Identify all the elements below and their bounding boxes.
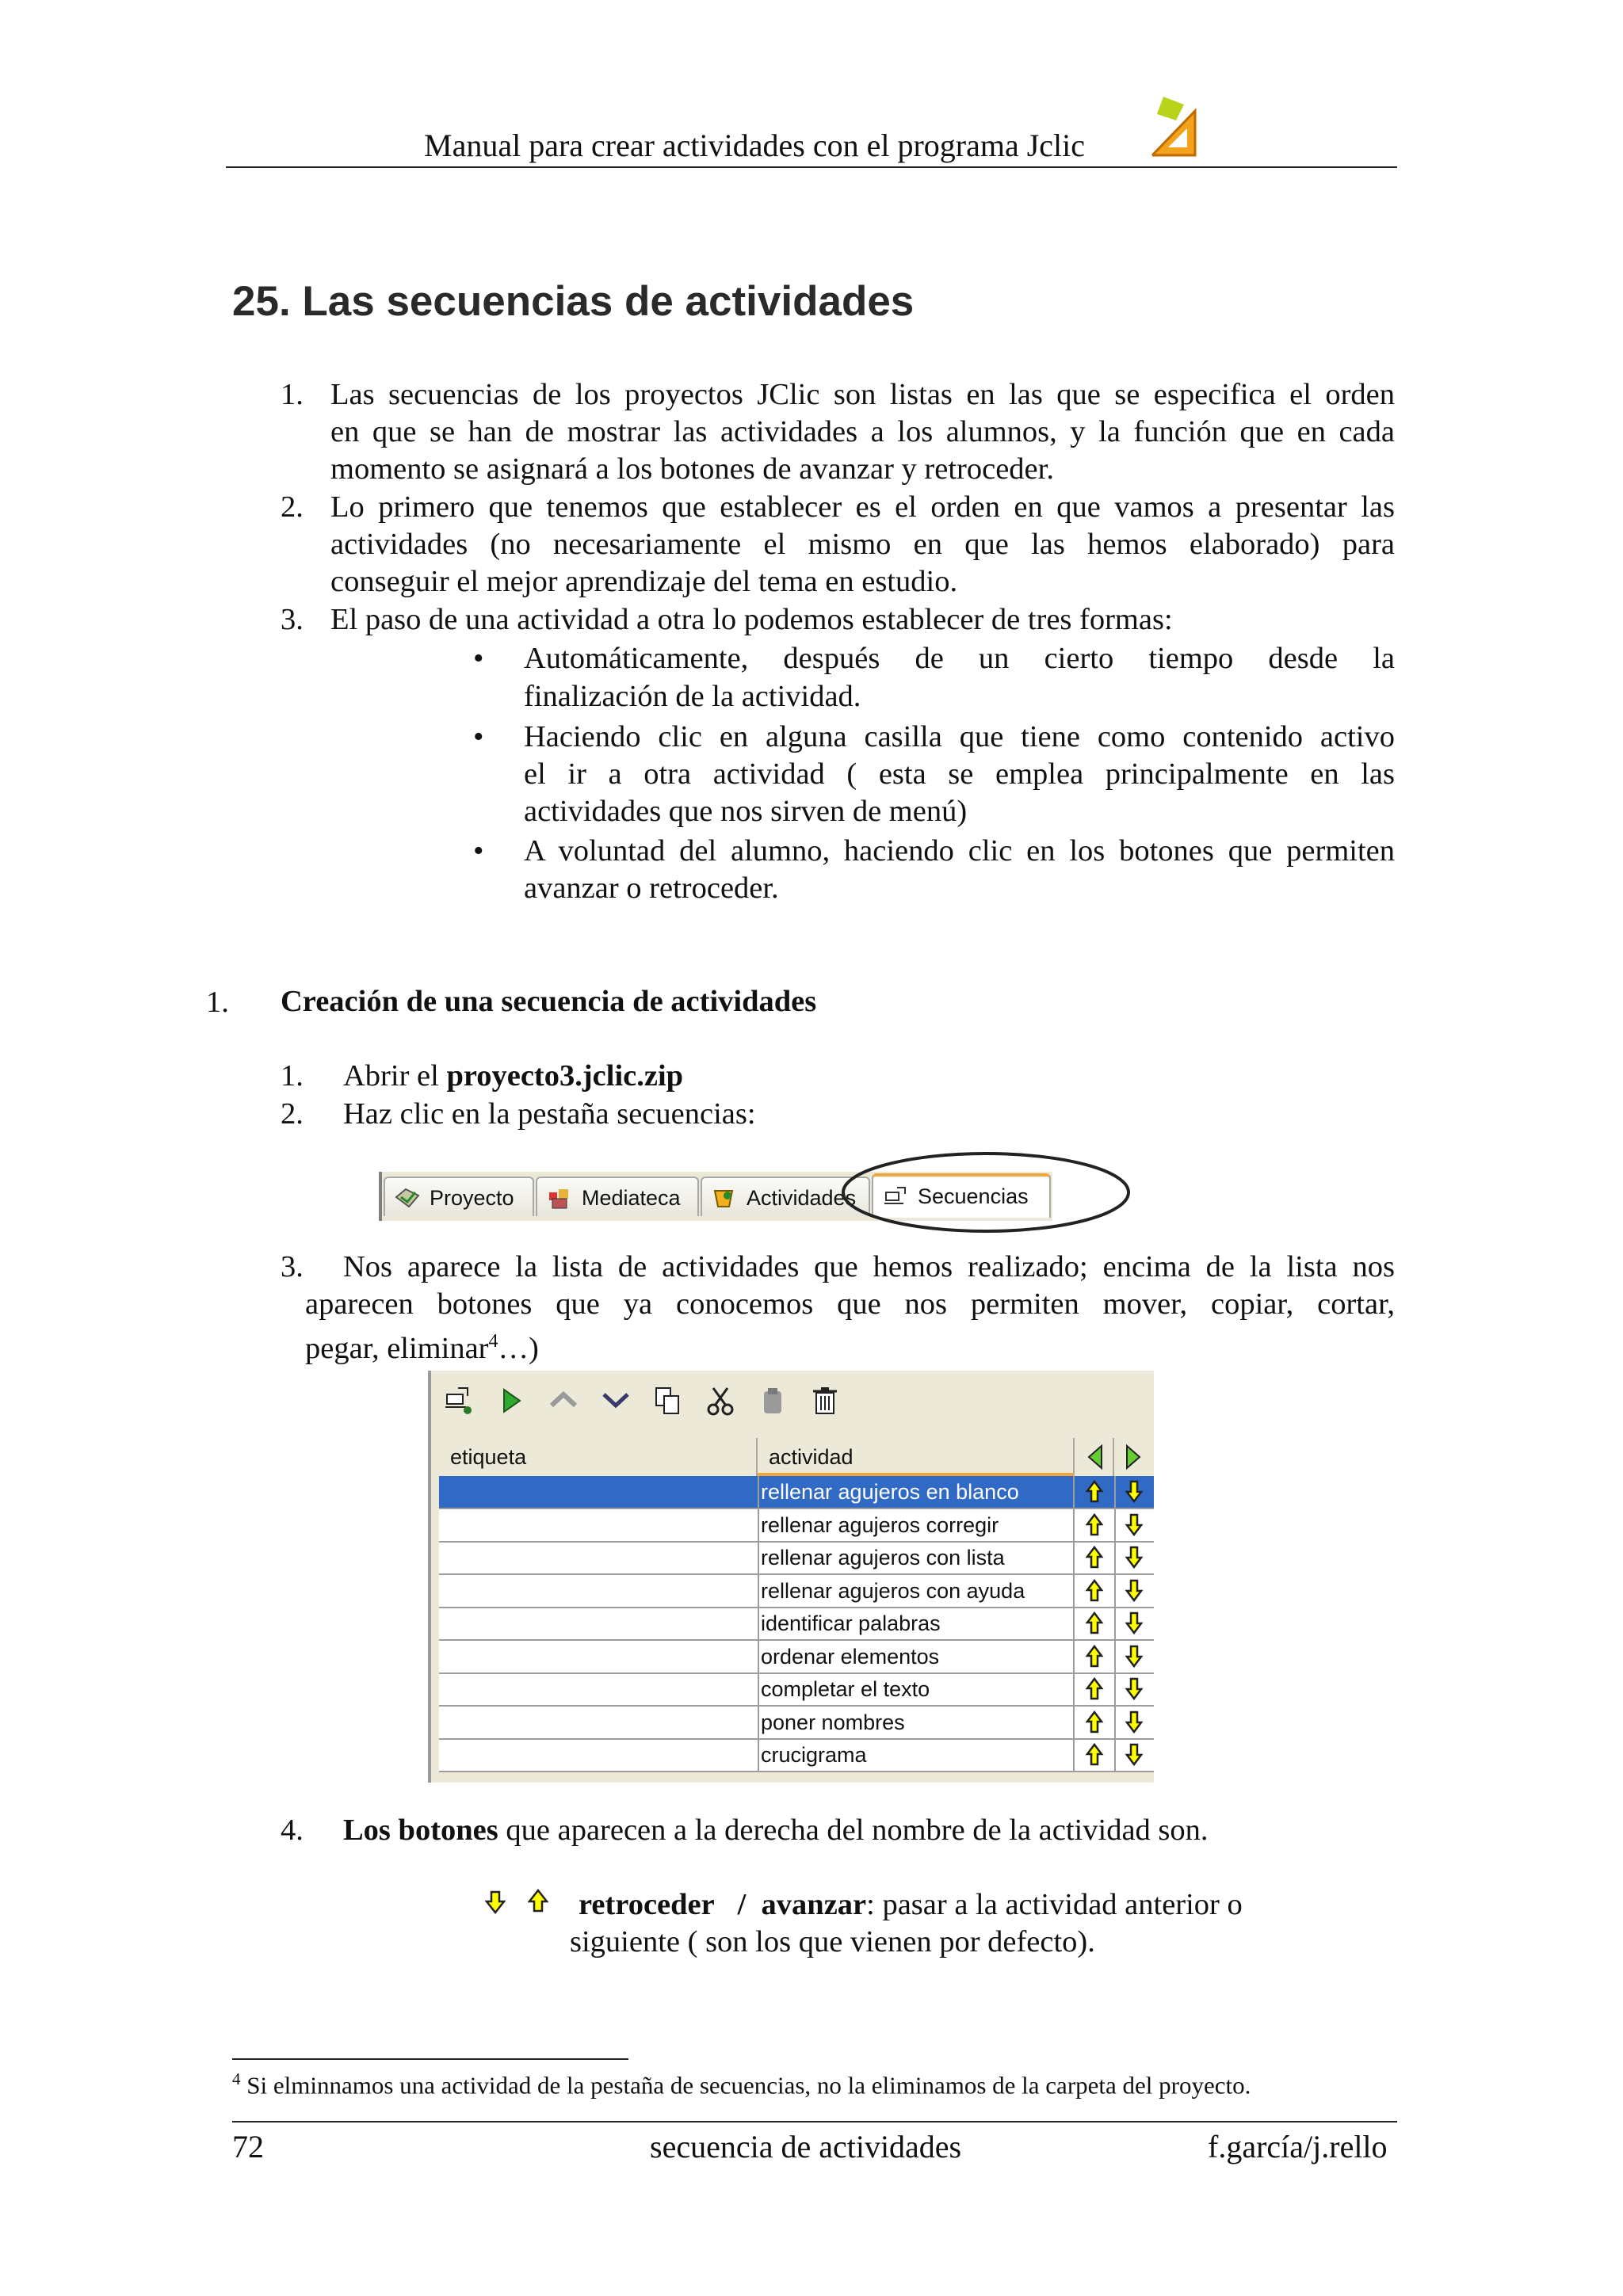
- step-4-text: [343, 1812, 1209, 1850]
- up-arrow-icon: [1075, 1509, 1114, 1541]
- intro-item-2-line-3: conseguir el mejor aprendizaje del tema en estudio.: [330, 565, 958, 598]
- intro-item-1-line-2: en que se han de mostrar las actividades a los alumnos, y la función que en cada: [330, 415, 1395, 448]
- bullet-2-line-1: Haciendo clic en alguna casilla que tiene como contenido activo: [524, 720, 1395, 753]
- cut-icon[interactable]: [704, 1385, 737, 1417]
- new-sequence-icon[interactable]: [442, 1385, 475, 1417]
- paste-icon[interactable]: [756, 1385, 789, 1417]
- down-arrow-icon: [1114, 1739, 1154, 1771]
- move-up-arrow-button[interactable]: [1075, 1608, 1116, 1639]
- footnote-mark: 4: [232, 2069, 241, 2088]
- bullet-3-line-2: avanzar o retroceder.: [524, 871, 779, 905]
- intro-item-2-num: 2.: [281, 490, 304, 524]
- step-3-num: 3.: [281, 1250, 304, 1283]
- tab-mediateca-label: Mediateca: [582, 1186, 681, 1210]
- intro-item-2-line-2: actividades (no necesariamente el mismo en que las hemos elaborado) para: [330, 528, 1395, 561]
- step-4-num: 4.: [281, 1814, 304, 1847]
- down-arrow-icon: [1114, 1542, 1154, 1573]
- etiqueta-cell[interactable]: [439, 1476, 759, 1508]
- footnote-rule: [232, 2058, 628, 2060]
- bullet-dot: •: [473, 720, 484, 753]
- footnote-ref: 4: [488, 1331, 498, 1352]
- nav-prev-icon: [1075, 1438, 1114, 1476]
- move-up-arrow-button[interactable]: [1075, 1739, 1116, 1771]
- page-number: 72: [232, 2129, 264, 2164]
- header-rule: [226, 166, 1397, 168]
- separator: /: [737, 1888, 747, 1921]
- down-arrow-icon: [485, 1890, 506, 1914]
- actividad-cell[interactable]: completar el texto: [758, 1673, 1075, 1705]
- tab-proyecto-label: Proyecto: [430, 1186, 514, 1210]
- proyecto-icon: [395, 1186, 420, 1210]
- buttons-desc-line-1: [579, 1886, 1243, 1924]
- actividad-cell[interactable]: rellenar agujeros en blanco: [758, 1476, 1075, 1508]
- etiqueta-cell[interactable]: [439, 1739, 759, 1771]
- move-up-icon[interactable]: [547, 1385, 580, 1417]
- step-2-text: Haz clic en la pestaña secuencias:: [343, 1097, 756, 1131]
- etiqueta-cell[interactable]: [439, 1542, 759, 1573]
- move-up-arrow-button[interactable]: [1075, 1476, 1116, 1508]
- bullet-dot: •: [473, 834, 484, 868]
- step-1-text: [343, 1058, 683, 1096]
- move-down-arrow-button[interactable]: [1114, 1542, 1154, 1573]
- step-3-end: …): [498, 1331, 539, 1365]
- actividad-cell[interactable]: rellenar agujeros con ayuda: [758, 1575, 1075, 1607]
- down-arrow-icon: [1114, 1476, 1154, 1508]
- tab-actividades-label: Actividades: [747, 1186, 857, 1210]
- table-row[interactable]: [439, 1608, 1154, 1641]
- bullet-2-line-3: actividades que nos sirven de menú): [524, 795, 968, 828]
- step-4-bold: Los botones: [343, 1814, 498, 1847]
- sequence-table: [439, 1438, 1154, 1772]
- highlight-ellipse: [840, 1149, 1132, 1236]
- etiqueta-cell[interactable]: [439, 1707, 759, 1738]
- step-3-last-text: pegar, eliminar: [305, 1331, 489, 1365]
- table-row[interactable]: [439, 1542, 1154, 1575]
- bullet-dot: •: [473, 642, 484, 675]
- nav-next-icon: [1114, 1438, 1154, 1476]
- move-down-arrow-button[interactable]: [1114, 1509, 1154, 1541]
- actividad-cell[interactable]: crucigrama: [758, 1739, 1075, 1771]
- actividad-cell[interactable]: poner nombres: [758, 1707, 1075, 1738]
- move-up-arrow-button[interactable]: [1075, 1673, 1116, 1705]
- move-up-arrow-button[interactable]: [1075, 1542, 1116, 1573]
- down-arrow-icon: [1114, 1641, 1154, 1672]
- tab-secuencias-label: Secuencias: [918, 1184, 1029, 1208]
- up-arrow-icon: [1075, 1575, 1114, 1607]
- etiqueta-cell[interactable]: [439, 1575, 759, 1607]
- bullet-3-line-1: A voluntad del alumno, haciendo clic en los botones que permiten: [524, 834, 1395, 868]
- project-filename: proyecto3.jclic.zip: [446, 1059, 684, 1093]
- play-icon[interactable]: [495, 1385, 528, 1417]
- up-arrow-icon: [1075, 1739, 1114, 1771]
- section-title: 25. Las secuencias de actividades: [232, 278, 915, 325]
- move-down-icon[interactable]: [599, 1385, 632, 1417]
- col-header-etiqueta[interactable]: etiqueta: [439, 1438, 758, 1476]
- up-arrow-icon: [1075, 1673, 1114, 1705]
- table-row[interactable]: [439, 1739, 1154, 1772]
- table-row[interactable]: [439, 1707, 1154, 1740]
- move-up-arrow-button[interactable]: [1075, 1641, 1116, 1672]
- intro-item-2-line-1: Lo primero que tenemos que establecer es el orden en que vamos a presentar las: [330, 490, 1395, 524]
- down-arrow-icon: [1114, 1707, 1154, 1738]
- retroceder-label: retroceder: [579, 1888, 715, 1921]
- step-3-line-3: [305, 1323, 539, 1367]
- footer-rule: [232, 2121, 1397, 2122]
- footer-authors: f.garcía/j.rello: [1208, 2129, 1388, 2164]
- move-up-arrow-button[interactable]: [1075, 1509, 1116, 1541]
- table-row[interactable]: [439, 1673, 1154, 1707]
- step-1-num: 1.: [281, 1059, 304, 1093]
- up-arrow-icon: [1075, 1476, 1114, 1508]
- mediateca-icon: [547, 1186, 572, 1210]
- col-header-actividad[interactable]: actividad: [758, 1438, 1075, 1476]
- down-arrow-icon: [1114, 1673, 1154, 1705]
- actividad-cell[interactable]: identificar palabras: [758, 1608, 1075, 1639]
- footer-center: secuencia de actividades: [650, 2129, 962, 2164]
- jclic-logo-icon: [1148, 97, 1201, 157]
- etiqueta-cell[interactable]: [439, 1608, 759, 1639]
- up-arrow-icon: [1075, 1707, 1114, 1738]
- bullet-2-line-2: el ir a otra actividad ( esta se emplea principalmente en las: [524, 757, 1395, 791]
- copy-icon[interactable]: [651, 1385, 685, 1417]
- table-row[interactable]: [439, 1476, 1154, 1509]
- step-3-line-2: aparecen botones que ya conocemos que nos permiten mover, copiar, cortar,: [305, 1287, 1395, 1321]
- intro-item-1-num: 1.: [281, 378, 304, 411]
- move-down-arrow-button[interactable]: [1114, 1476, 1154, 1508]
- tab-bar-edge: [379, 1172, 382, 1221]
- tab-proyecto[interactable]: [384, 1177, 534, 1216]
- step-1-label: Abrir el: [343, 1059, 447, 1093]
- etiqueta-cell[interactable]: [439, 1641, 759, 1672]
- up-arrow-icon: [1075, 1542, 1114, 1573]
- col-header-prev[interactable]: [1075, 1438, 1114, 1476]
- down-arrow-icon: [1114, 1575, 1154, 1607]
- avanzar-label: avanzar: [761, 1888, 867, 1921]
- etiqueta-cell[interactable]: [439, 1509, 759, 1541]
- move-up-arrow-button[interactable]: [1075, 1575, 1116, 1607]
- intro-item-1-line-1: Las secuencias de los proyectos JClic son listas en las que se especifica el orden: [330, 378, 1395, 411]
- actividad-cell[interactable]: rellenar agujeros con lista: [758, 1542, 1075, 1573]
- up-arrow-icon: [1075, 1608, 1114, 1639]
- intro-item-3-line-1: El paso de una actividad a otra lo podemos establecer de tres formas:: [330, 603, 1173, 636]
- buttons-desc-text: : pasar a la actividad anterior o: [866, 1888, 1243, 1921]
- subsection-title: Creación de una secuencia de actividades: [281, 985, 817, 1018]
- actividad-cell[interactable]: ordenar elementos: [758, 1641, 1075, 1672]
- table-row[interactable]: [439, 1509, 1154, 1543]
- running-header-title: Manual para crear actividades con el programa Jclic: [424, 128, 1086, 163]
- move-down-arrow-button[interactable]: [1114, 1673, 1154, 1705]
- sequence-list-window: [428, 1371, 1154, 1783]
- move-down-arrow-button[interactable]: [1114, 1575, 1154, 1607]
- down-arrow-icon: [1114, 1608, 1154, 1639]
- table-row[interactable]: [439, 1641, 1154, 1674]
- etiqueta-cell[interactable]: [439, 1673, 759, 1705]
- move-down-arrow-button[interactable]: [1114, 1641, 1154, 1672]
- move-down-arrow-button[interactable]: [1114, 1707, 1154, 1738]
- footnote: [232, 2069, 1251, 2100]
- bullet-1-line-2: finalización de la actividad.: [524, 680, 861, 713]
- subsection-num: 1.: [206, 986, 229, 1019]
- col-header-next[interactable]: [1114, 1438, 1154, 1476]
- table-row[interactable]: [439, 1575, 1154, 1608]
- up-arrow-icon: [528, 1889, 548, 1913]
- step-3-line-1: Nos aparece la lista de actividades que hemos realizado; encima de la lista nos: [343, 1250, 1395, 1283]
- move-down-arrow-button[interactable]: [1114, 1608, 1154, 1639]
- actividades-icon: [712, 1186, 737, 1210]
- intro-item-1-line-3: momento se asignará a los botones de avanzar y retroceder.: [330, 452, 1054, 486]
- up-arrow-icon: [1075, 1641, 1114, 1672]
- down-arrow-icon: [1114, 1509, 1154, 1541]
- actividad-cell[interactable]: rellenar agujeros corregir: [758, 1509, 1075, 1541]
- footnote-text: Si elminnamos una actividad de la pestaña de secuencias, no la eliminamos de la carpeta del proyecto.: [240, 2071, 1251, 2100]
- tab-mediateca[interactable]: [536, 1177, 699, 1216]
- delete-icon[interactable]: [808, 1385, 842, 1417]
- buttons-desc-line-2: siguiente ( son los que vienen por defecto).: [570, 1925, 1095, 1958]
- intro-item-3-num: 3.: [281, 603, 304, 636]
- move-down-arrow-button[interactable]: [1114, 1739, 1154, 1771]
- step-2-num: 2.: [281, 1097, 304, 1131]
- step-4-rest: que aparecen a la derecha del nombre de la actividad son.: [498, 1814, 1209, 1847]
- bullet-1-line-1: Automáticamente, después de un cierto tiempo desde la: [524, 642, 1395, 675]
- move-up-arrow-button[interactable]: [1075, 1707, 1116, 1738]
